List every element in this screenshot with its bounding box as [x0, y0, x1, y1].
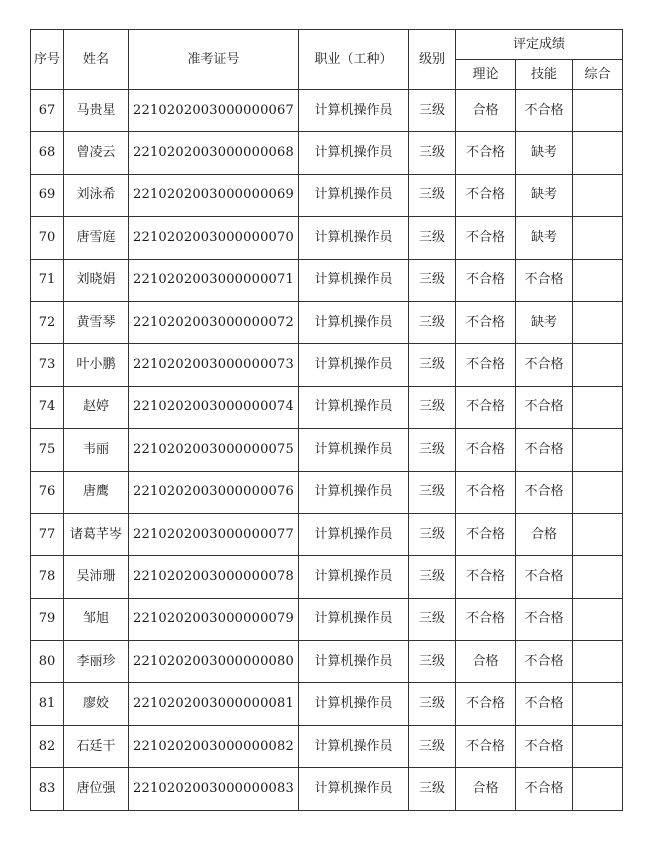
table-row: [31, 471, 623, 513]
cell-seq: 78: [31, 556, 64, 598]
table-row: [31, 429, 623, 471]
cell-name: 唐位强: [64, 768, 129, 810]
cell-exam-id: 2210202003000000072: [129, 301, 299, 343]
cell-occupation: 计算机操作员: [299, 683, 409, 725]
cell-seq: 71: [31, 259, 64, 301]
cell-level: 三级: [409, 683, 456, 725]
cell-theory: 不合格: [456, 217, 516, 259]
table-row: [31, 556, 623, 598]
cell-exam-id: 2210202003000000078: [129, 556, 299, 598]
cell-occupation: 计算机操作员: [299, 90, 409, 132]
cell-exam-id: 2210202003000000075: [129, 429, 299, 471]
cell-name: 刘晓娟: [64, 259, 129, 301]
cell-name: 赵婷: [64, 386, 129, 428]
cell-occupation: 计算机操作员: [299, 768, 409, 810]
cell-overall: [573, 513, 623, 555]
cell-seq: 75: [31, 429, 64, 471]
cell-overall: [573, 641, 623, 683]
cell-exam-id: 2210202003000000079: [129, 598, 299, 640]
cell-overall: [573, 132, 623, 174]
cell-level: 三级: [409, 90, 456, 132]
cell-exam-id: 2210202003000000077: [129, 513, 299, 555]
cell-overall: [573, 301, 623, 343]
cell-overall: [573, 344, 623, 386]
cell-name: 李丽珍: [64, 641, 129, 683]
cell-skill: 不合格: [516, 683, 573, 725]
cell-name: 唐雪庭: [64, 217, 129, 259]
table-row: [31, 90, 623, 132]
cell-level: 三级: [409, 513, 456, 555]
cell-name: 唐鹰: [64, 471, 129, 513]
cell-level: 三级: [409, 259, 456, 301]
table-row: [31, 683, 623, 725]
cell-overall: [573, 386, 623, 428]
table-body: [31, 90, 623, 811]
cell-skill: 缺考: [516, 132, 573, 174]
table-row: [31, 217, 623, 259]
cell-seq: 69: [31, 174, 64, 216]
cell-skill: 不合格: [516, 768, 573, 810]
cell-theory: 不合格: [456, 471, 516, 513]
header-level: 级别: [409, 30, 456, 90]
cell-occupation: 计算机操作员: [299, 132, 409, 174]
cell-seq: 82: [31, 725, 64, 767]
cell-theory: 不合格: [456, 725, 516, 767]
cell-exam-id: 2210202003000000068: [129, 132, 299, 174]
cell-seq: 79: [31, 598, 64, 640]
cell-occupation: 计算机操作员: [299, 471, 409, 513]
cell-skill: 缺考: [516, 301, 573, 343]
table-row: [31, 132, 623, 174]
cell-name: 廖姣: [64, 683, 129, 725]
header-seq: 序号: [31, 30, 64, 90]
cell-overall: [573, 217, 623, 259]
cell-level: 三级: [409, 386, 456, 428]
cell-overall: [573, 725, 623, 767]
cell-seq: 80: [31, 641, 64, 683]
cell-seq: 67: [31, 90, 64, 132]
cell-name: 吴沛珊: [64, 556, 129, 598]
cell-occupation: 计算机操作员: [299, 641, 409, 683]
cell-seq: 77: [31, 513, 64, 555]
cell-seq: 68: [31, 132, 64, 174]
cell-occupation: 计算机操作员: [299, 217, 409, 259]
cell-skill: 合格: [516, 513, 573, 555]
cell-theory: 不合格: [456, 386, 516, 428]
table-row: [31, 259, 623, 301]
cell-level: 三级: [409, 217, 456, 259]
cell-overall: [573, 90, 623, 132]
cell-skill: 不合格: [516, 471, 573, 513]
table-row: [31, 768, 623, 810]
cell-name: 叶小鹏: [64, 344, 129, 386]
cell-exam-id: 2210202003000000073: [129, 344, 299, 386]
cell-overall: [573, 174, 623, 216]
cell-name: 马贵星: [64, 90, 129, 132]
cell-level: 三级: [409, 429, 456, 471]
table-row: [31, 641, 623, 683]
cell-seq: 83: [31, 768, 64, 810]
cell-overall: [573, 259, 623, 301]
cell-exam-id: 2210202003000000081: [129, 683, 299, 725]
header-overall: 综合: [573, 60, 623, 90]
header-skill: 技能: [516, 60, 573, 90]
cell-overall: [573, 471, 623, 513]
cell-name: 邹旭: [64, 598, 129, 640]
header-name: 姓名: [64, 30, 129, 90]
cell-theory: 不合格: [456, 301, 516, 343]
header-occupation: 职业（工种）: [299, 30, 409, 90]
cell-skill: 不合格: [516, 598, 573, 640]
cell-name: 韦丽: [64, 429, 129, 471]
cell-occupation: 计算机操作员: [299, 386, 409, 428]
cell-theory: 不合格: [456, 683, 516, 725]
cell-theory: 不合格: [456, 174, 516, 216]
cell-level: 三级: [409, 132, 456, 174]
cell-skill: 缺考: [516, 217, 573, 259]
header-theory: 理论: [456, 60, 516, 90]
cell-level: 三级: [409, 598, 456, 640]
cell-level: 三级: [409, 641, 456, 683]
table-row: [31, 598, 623, 640]
cell-skill: 不合格: [516, 90, 573, 132]
cell-occupation: 计算机操作员: [299, 429, 409, 471]
cell-level: 三级: [409, 768, 456, 810]
cell-occupation: 计算机操作员: [299, 598, 409, 640]
cell-exam-id: 2210202003000000069: [129, 174, 299, 216]
cell-occupation: 计算机操作员: [299, 725, 409, 767]
cell-theory: 不合格: [456, 132, 516, 174]
cell-name: 曾凌云: [64, 132, 129, 174]
cell-theory: 合格: [456, 90, 516, 132]
cell-occupation: 计算机操作员: [299, 513, 409, 555]
cell-seq: 76: [31, 471, 64, 513]
header-result-group: 评定成绩: [456, 30, 623, 60]
cell-overall: [573, 683, 623, 725]
cell-theory: 合格: [456, 641, 516, 683]
cell-exam-id: 2210202003000000076: [129, 471, 299, 513]
cell-level: 三级: [409, 471, 456, 513]
cell-seq: 72: [31, 301, 64, 343]
cell-occupation: 计算机操作员: [299, 556, 409, 598]
cell-overall: [573, 598, 623, 640]
cell-seq: 81: [31, 683, 64, 725]
cell-exam-id: 2210202003000000074: [129, 386, 299, 428]
cell-overall: [573, 768, 623, 810]
cell-exam-id: 2210202003000000083: [129, 768, 299, 810]
cell-skill: 不合格: [516, 386, 573, 428]
cell-level: 三级: [409, 301, 456, 343]
cell-exam-id: 2210202003000000070: [129, 217, 299, 259]
cell-name: 诸葛芊岑: [64, 513, 129, 555]
cell-theory: 不合格: [456, 513, 516, 555]
cell-level: 三级: [409, 556, 456, 598]
header-exam-id: 准考证号: [129, 30, 299, 90]
table-row: [31, 174, 623, 216]
cell-skill: 不合格: [516, 556, 573, 598]
cell-skill: 不合格: [516, 259, 573, 301]
table-row: [31, 344, 623, 386]
cell-exam-id: 2210202003000000071: [129, 259, 299, 301]
cell-skill: 不合格: [516, 641, 573, 683]
table-header: [31, 30, 623, 90]
table-row: [31, 301, 623, 343]
cell-exam-id: 2210202003000000067: [129, 90, 299, 132]
cell-theory: 不合格: [456, 259, 516, 301]
cell-theory: 不合格: [456, 429, 516, 471]
cell-theory: 不合格: [456, 598, 516, 640]
cell-occupation: 计算机操作员: [299, 301, 409, 343]
cell-skill: 缺考: [516, 174, 573, 216]
cell-theory: 不合格: [456, 344, 516, 386]
cell-theory: 不合格: [456, 556, 516, 598]
results-table: [30, 29, 623, 811]
cell-occupation: 计算机操作员: [299, 259, 409, 301]
cell-exam-id: 2210202003000000080: [129, 641, 299, 683]
cell-overall: [573, 429, 623, 471]
results-sheet: [30, 29, 622, 811]
cell-skill: 不合格: [516, 725, 573, 767]
cell-theory: 合格: [456, 768, 516, 810]
cell-level: 三级: [409, 344, 456, 386]
cell-name: 石廷干: [64, 725, 129, 767]
cell-skill: 不合格: [516, 429, 573, 471]
cell-skill: 不合格: [516, 344, 573, 386]
cell-name: 黄雪琴: [64, 301, 129, 343]
cell-seq: 70: [31, 217, 64, 259]
cell-seq: 73: [31, 344, 64, 386]
cell-seq: 74: [31, 386, 64, 428]
table-row: [31, 725, 623, 767]
cell-exam-id: 2210202003000000082: [129, 725, 299, 767]
table-row: [31, 386, 623, 428]
cell-level: 三级: [409, 174, 456, 216]
cell-level: 三级: [409, 725, 456, 767]
cell-occupation: 计算机操作员: [299, 174, 409, 216]
cell-name: 刘泳希: [64, 174, 129, 216]
cell-overall: [573, 556, 623, 598]
cell-occupation: 计算机操作员: [299, 344, 409, 386]
table-row: [31, 513, 623, 555]
